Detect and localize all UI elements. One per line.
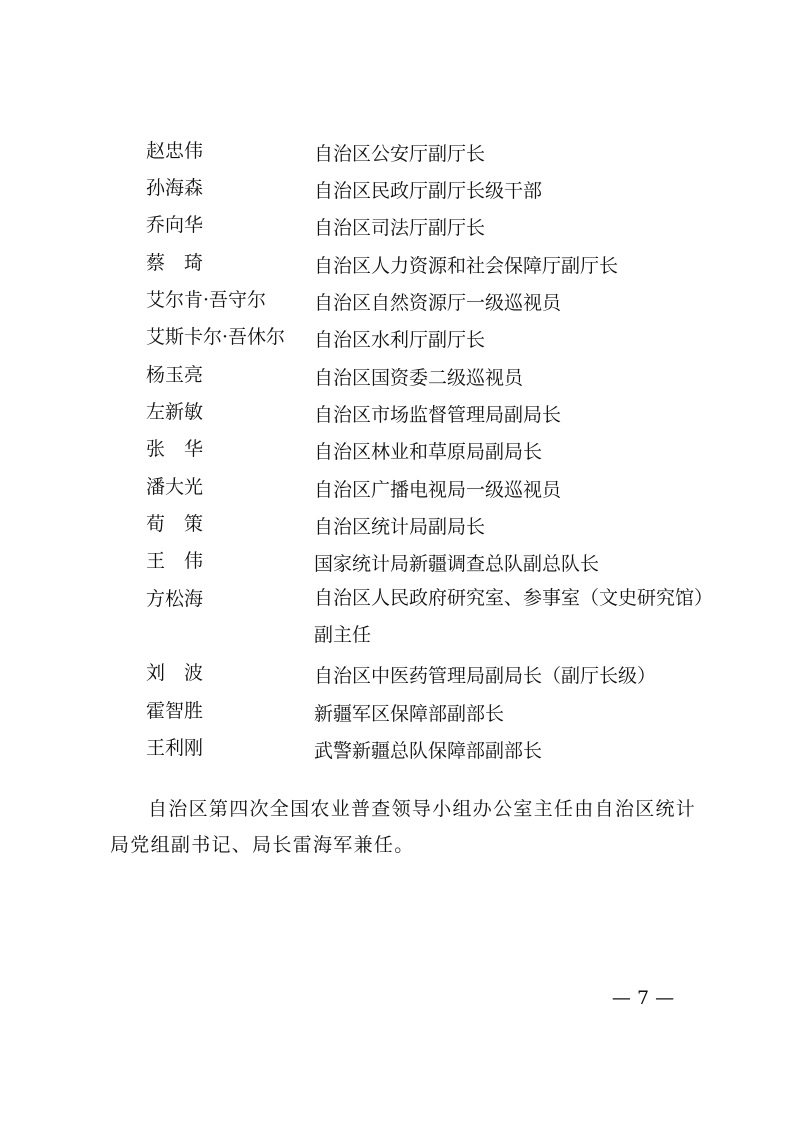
roster-row bbox=[0, 696, 793, 726]
roster-row bbox=[0, 472, 793, 502]
member-name: 左新敏 bbox=[146, 401, 204, 423]
roster-row bbox=[0, 173, 793, 203]
member-name: 潘大光 bbox=[146, 476, 204, 498]
member-name: 方松海 bbox=[146, 588, 204, 610]
member-name: 杨玉亮 bbox=[146, 364, 204, 386]
member-title: 武警新疆总队保障部副部长 bbox=[314, 740, 543, 762]
member-name: 霍智胜 bbox=[146, 700, 204, 722]
member-name: 乔向华 bbox=[146, 214, 204, 236]
member-title: 自治区广播电视局一级巡视员 bbox=[314, 479, 562, 501]
member-title: 自治区司法厅副厅长 bbox=[314, 217, 486, 239]
member-name: 王 伟 bbox=[146, 550, 204, 572]
roster-row bbox=[0, 584, 793, 646]
closing-paragraph: 自治区第四次全国农业普查领导小组办公室主任由自治区统计局党组副书记、局长雷海军兼任。 bbox=[110, 798, 697, 856]
member-name: 刘 波 bbox=[146, 662, 204, 684]
member-name: 赵忠伟 bbox=[146, 140, 204, 162]
roster-row bbox=[0, 285, 793, 315]
roster-row bbox=[0, 658, 793, 688]
roster-row bbox=[0, 397, 793, 427]
member-name: 艾尔肯·吾守尔 bbox=[146, 289, 267, 311]
roster-row bbox=[0, 434, 793, 464]
member-title: 自治区统计局副局长 bbox=[314, 516, 486, 538]
member-name: 孙海森 bbox=[146, 177, 204, 199]
member-name: 张 华 bbox=[146, 438, 204, 460]
page-number: — 7 — bbox=[611, 987, 675, 1009]
roster-row bbox=[0, 546, 793, 576]
roster-row bbox=[0, 509, 793, 539]
roster-row bbox=[0, 136, 793, 166]
member-title: 自治区民政厅副厅长级干部 bbox=[314, 180, 543, 202]
member-title: 自治区中医药管理局副局长（副厅长级） bbox=[314, 665, 657, 687]
roster-row bbox=[0, 733, 793, 763]
member-title: 新疆军区保障部副部长 bbox=[314, 703, 505, 725]
member-title: 自治区人民政府研究室、参事室（文史研究馆）副主任 bbox=[314, 587, 714, 646]
member-name: 艾斯卡尔·吾休尔 bbox=[146, 326, 286, 348]
member-name: 蔡 琦 bbox=[146, 252, 204, 274]
member-name: 王利刚 bbox=[146, 737, 204, 759]
member-title: 自治区国资委二级巡视员 bbox=[314, 367, 524, 389]
member-title: 自治区公安厅副厅长 bbox=[314, 143, 486, 165]
member-title: 自治区市场监督管理局副局长 bbox=[314, 404, 562, 426]
member-title: 国家统计局新疆调查总队副总队长 bbox=[314, 553, 600, 575]
member-name: 荀 策 bbox=[146, 513, 204, 535]
roster-row bbox=[0, 248, 793, 278]
roster-row bbox=[0, 360, 793, 390]
roster-row bbox=[0, 322, 793, 352]
member-title: 自治区水利厅副厅长 bbox=[314, 329, 486, 351]
roster-row bbox=[0, 210, 793, 240]
member-title: 自治区林业和草原局副局长 bbox=[314, 441, 543, 463]
member-title: 自治区人力资源和社会保障厅副厅长 bbox=[314, 255, 619, 277]
member-title: 自治区自然资源厅一级巡视员 bbox=[314, 292, 562, 314]
